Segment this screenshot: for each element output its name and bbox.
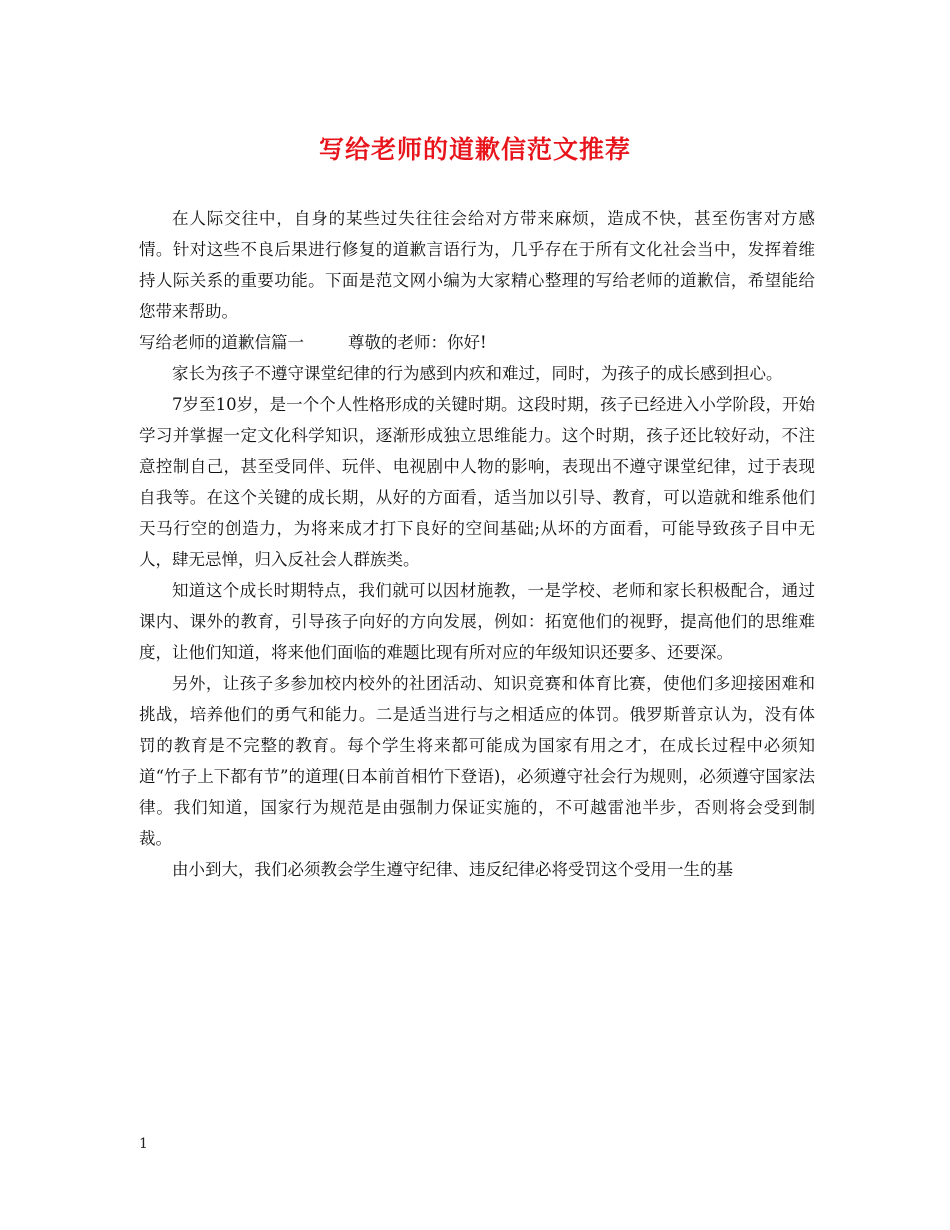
- body-paragraph-4: 另外，让孩子多参加校内校外的社团活动、知识竞赛和体育比赛，使他们多迎接困难和挑战，培养他们的勇气和能力。二是适当进行与之相适应的体罚。俄罗斯普京认为，没有体罚的教育是不完整的教育。每个学生将来都可能成为国家有用之才，在成长过程中必须知道“竹子上下都有节”的道理(日本前首相竹下登语)，必须遵守社会行为规则，必须遵守国家法律。我们知道，国家行为规范是由强制力保证实施的，不可越雷池半步，否则将会受到制裁。: [139, 674, 815, 848]
- section-heading-line: [139, 327, 815, 358]
- body-paragraph-2: 7岁至10岁，是一个个人性格形成的关键时期。这段时期，孩子已经进入小学阶段，开始学习并掌握一定文化科学知识，逐渐形成独立思维能力。这个时期，孩子还比较好动，不注意控制自己，甚至受同伴、玩伴、电视剧中人物的影响，表现出不遵守课堂纪律，过于表现自我等。在这个关键的成长期，从好的方面看，适当加以引导、教育，可以造就和维系他们天马行空的创造力，为将来成才打下良好的空间基础;从坏的方面看，可能导致孩子目中无人，肆无忌惮，归入反社会人群族类。: [139, 395, 815, 569]
- body-paragraph-3: 知道这个成长时期特点，我们就可以因材施教，一是学校、老师和家长积极配合，通过课内、课外的教育，引导孩子向好的方向发展，例如：拓宽他们的视野，提高他们的思维难度，让他们知道，将来他们面临的难题比现有所对应的年级知识还要多、还要深。: [139, 581, 815, 662]
- salutation: 尊敬的老师：你好!: [348, 333, 487, 352]
- page-number: 1: [139, 1136, 148, 1152]
- document-body: [139, 203, 815, 885]
- section-heading: 写给老师的道歉信篇一: [139, 333, 304, 352]
- document-title: 写给老师的道歉信范文推荐: [318, 135, 631, 164]
- intro-paragraph: 在人际交往中，自身的某些过失往往会给对方带来麻烦，造成不快，甚至伤害对方感情。针对这些不良后果进行修复的道歉言语行为，几乎存在于所有文化社会当中，发挥着维持人际关系的重要功能。下面是范文网小编为大家精心整理的写给老师的道歉信，希望能给您带来帮助。: [139, 209, 815, 321]
- body-paragraph-5: 由小到大，我们必须教会学生遵守纪律、违反纪律必将受罚这个受用一生的基: [172, 860, 733, 879]
- body-paragraph-1: 家长为孩子不遵守课堂纪律的行为感到内疚和难过，同时，为孩子的成长感到担心。: [172, 364, 783, 383]
